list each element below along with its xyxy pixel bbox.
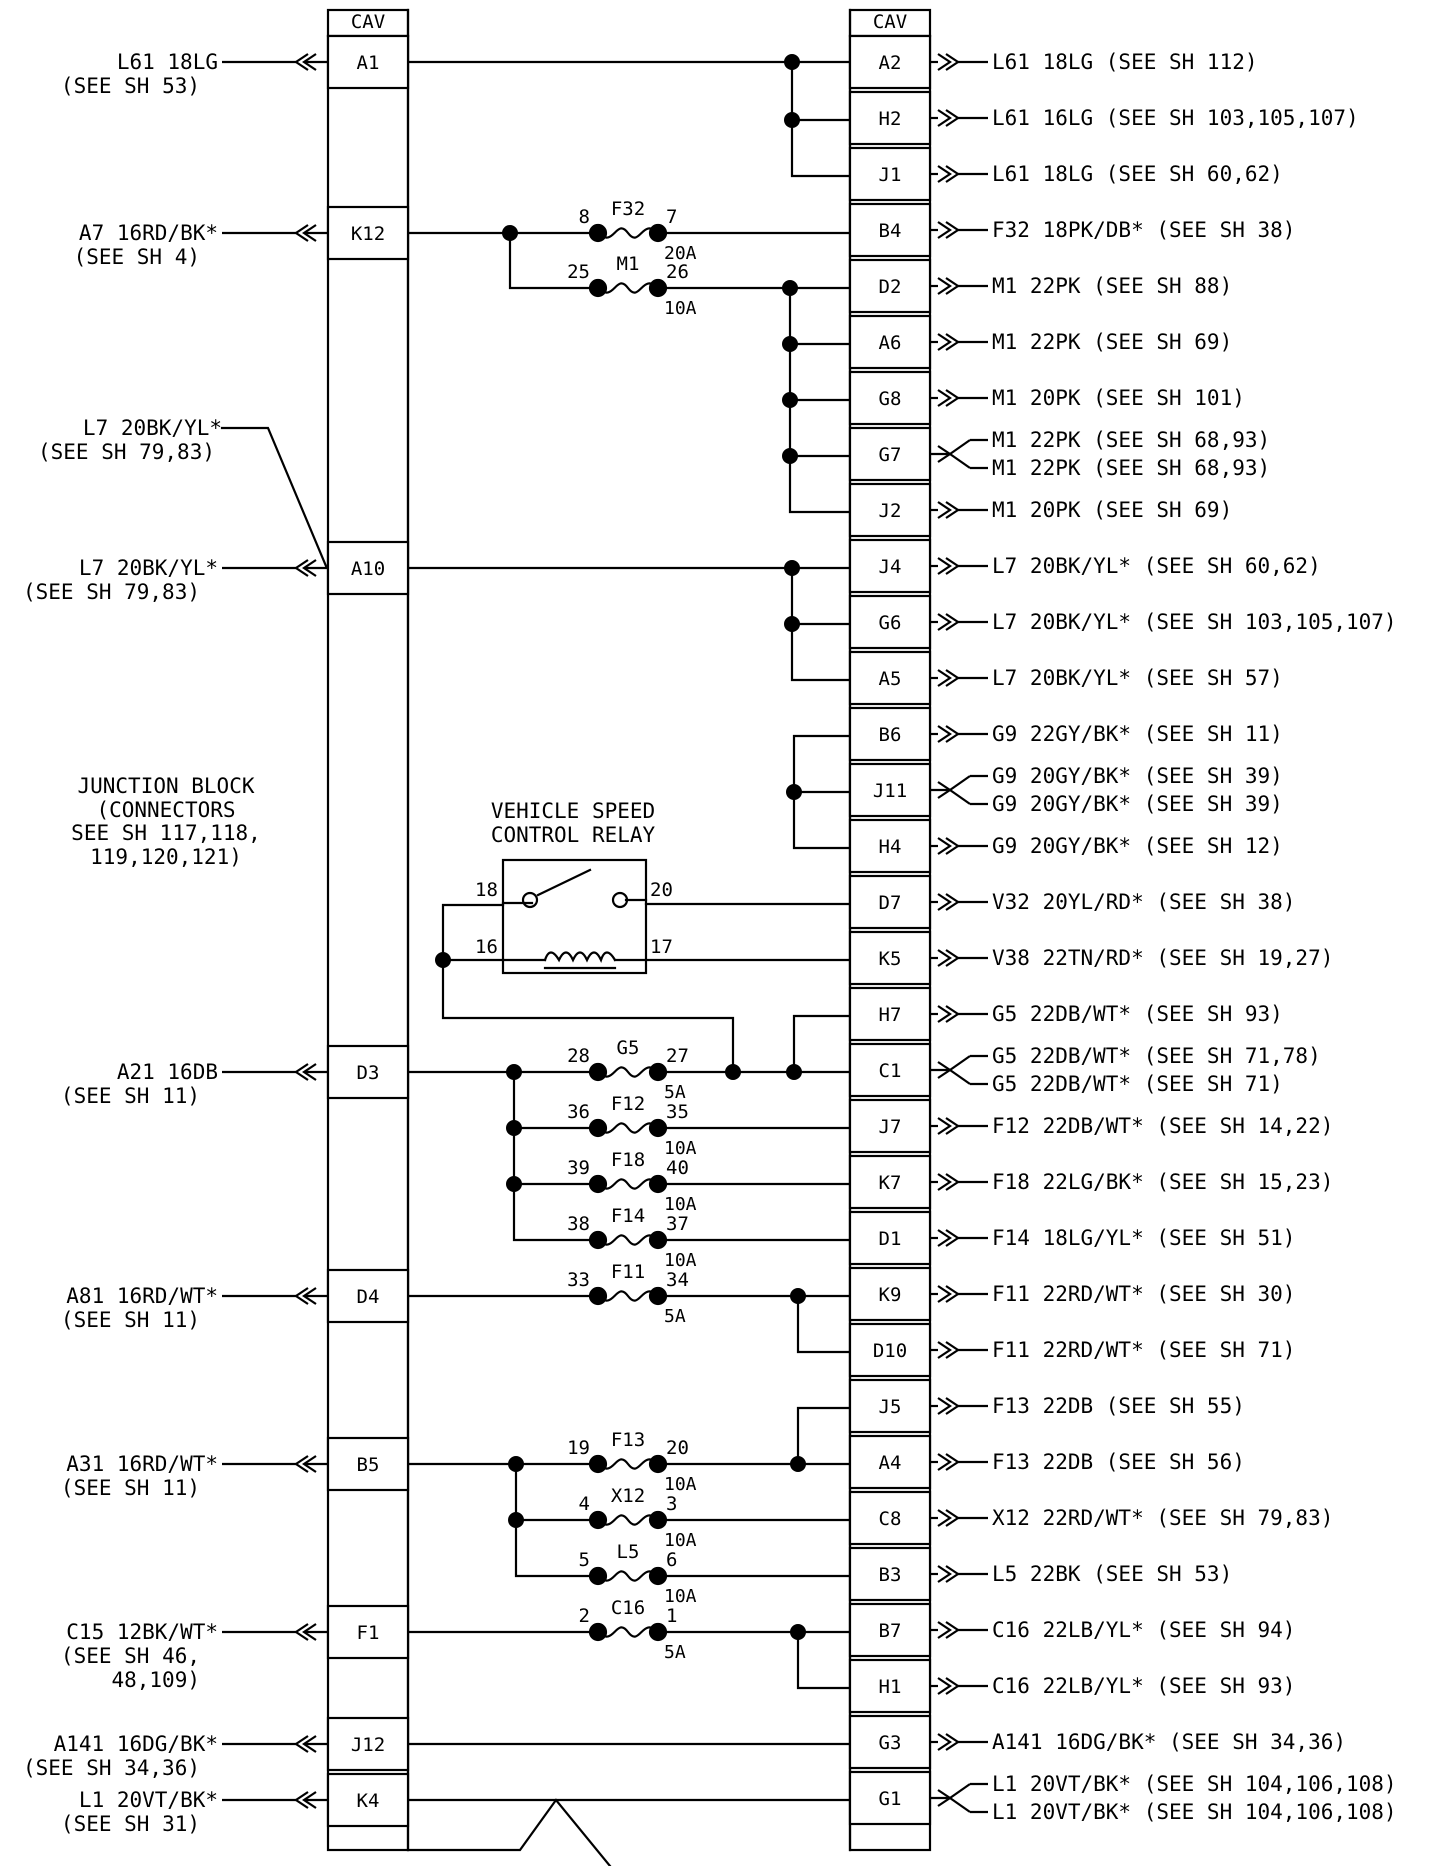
right-cavity-G1 bbox=[850, 1772, 988, 1824]
right-label-C1-a: G5 22DB/WT* (SEE SH 71,78) bbox=[992, 1044, 1321, 1068]
fuse-amps-C16: 5A bbox=[664, 1642, 686, 1663]
right-cav-B7: B7 bbox=[878, 1620, 902, 1642]
right-cav-J1: J1 bbox=[878, 164, 902, 186]
right-cav-B4: B4 bbox=[878, 220, 902, 242]
left-see-B5: (SEE SH 11) bbox=[60, 1476, 200, 1500]
relay-pin-18: 18 bbox=[475, 879, 498, 901]
fuse-in-L5: 5 bbox=[578, 1549, 590, 1571]
left-wire-A1: L61 18LG bbox=[116, 50, 218, 74]
diagram-dynamic bbox=[222, 36, 988, 1826]
left-cavity-D4 bbox=[222, 1270, 408, 1322]
right-cav-G3: G3 bbox=[878, 1732, 902, 1754]
right-cav-G8: G8 bbox=[878, 388, 902, 410]
right-cavity-J4 bbox=[850, 540, 988, 592]
fuse-amps-F18: 10A bbox=[664, 1194, 697, 1215]
right-cavity-H1 bbox=[850, 1660, 988, 1712]
fuse-out-C16: 1 bbox=[666, 1605, 678, 1627]
fuse-out-F12: 35 bbox=[666, 1101, 689, 1123]
right-label-J5: F13 22DB (SEE SH 55) bbox=[992, 1394, 1245, 1418]
left-cav-K4: K4 bbox=[356, 1790, 380, 1812]
right-cavity-J1 bbox=[850, 148, 988, 200]
right-cav-B3: B3 bbox=[878, 1564, 902, 1586]
right-label-G7-a: M1 22PK (SEE SH 68,93) bbox=[992, 428, 1271, 452]
right-cav-D10: D10 bbox=[872, 1340, 908, 1362]
fuse-in-F18: 39 bbox=[567, 1157, 590, 1179]
right-cav-D7: D7 bbox=[878, 892, 902, 914]
fuse-out-M1: 26 bbox=[666, 261, 689, 283]
left-wire-K4: L1 20VT/BK* bbox=[78, 1788, 218, 1812]
fuse-F11 bbox=[590, 1288, 666, 1304]
right-cav-H4: H4 bbox=[878, 836, 902, 858]
right-cav-H2: H2 bbox=[878, 108, 902, 130]
left-cavity-B5 bbox=[222, 1438, 408, 1490]
fuse-in-F32: 8 bbox=[578, 206, 590, 228]
right-label-C8: X12 22RD/WT* (SEE SH 79,83) bbox=[992, 1506, 1334, 1530]
fuse-amps-X12: 10A bbox=[664, 1530, 697, 1551]
relay-pin-17: 17 bbox=[650, 936, 673, 958]
right-label-A2: L61 18LG (SEE SH 112) bbox=[992, 50, 1258, 74]
fuse-out-F14: 37 bbox=[666, 1213, 689, 1235]
right-label-A6: M1 22PK (SEE SH 69) bbox=[992, 330, 1233, 354]
left-see-D4: (SEE SH 11) bbox=[60, 1308, 200, 1332]
left-see-A10: (SEE SH 79,83) bbox=[22, 580, 200, 604]
cav-header-left: CAV bbox=[350, 11, 386, 33]
fuse-name-F32: F32 bbox=[610, 198, 646, 220]
fuse-X12 bbox=[590, 1512, 666, 1528]
right-cav-G1: G1 bbox=[878, 1788, 902, 1810]
right-label-A4: F13 22DB (SEE SH 56) bbox=[992, 1450, 1245, 1474]
right-label-K9: F11 22RD/WT* (SEE SH 30) bbox=[992, 1282, 1296, 1306]
right-cavity-D2 bbox=[850, 260, 988, 312]
fuse-name-F12: F12 bbox=[610, 1093, 646, 1115]
fuse-C16 bbox=[590, 1624, 666, 1640]
right-cavity-A6 bbox=[850, 316, 988, 368]
diagram-text bbox=[23, 11, 1397, 1836]
fuse-amps-F12: 10A bbox=[664, 1138, 697, 1159]
fuse-amps-F13: 10A bbox=[664, 1474, 697, 1495]
right-cavity-B7 bbox=[850, 1604, 988, 1656]
fuse-name-F11: F11 bbox=[610, 1261, 646, 1283]
right-label-G1-a: L1 20VT/BK* (SEE SH 104,106,108) bbox=[992, 1772, 1397, 1796]
right-label-J11-b: G9 20GY/BK* (SEE SH 39) bbox=[992, 792, 1283, 816]
left-cavity-K4 bbox=[222, 1774, 408, 1826]
right-label-H2: L61 16LG (SEE SH 103,105,107) bbox=[992, 106, 1359, 130]
right-label-D10: F11 22RD/WT* (SEE SH 71) bbox=[992, 1338, 1296, 1362]
left-see-D3: (SEE SH 11) bbox=[60, 1084, 200, 1108]
right-label-J2: M1 20PK (SEE SH 69) bbox=[992, 498, 1233, 522]
fuse-out-G5: 27 bbox=[666, 1045, 689, 1067]
fuse-M1 bbox=[590, 280, 666, 296]
fuse-in-F11: 33 bbox=[567, 1269, 590, 1291]
fuse-name-F14: F14 bbox=[610, 1205, 646, 1227]
block-note-1: JUNCTION BLOCK bbox=[77, 774, 255, 798]
diagram-structure bbox=[222, 10, 930, 1866]
fuse-in-F13: 19 bbox=[567, 1437, 590, 1459]
right-cavity-K7 bbox=[850, 1156, 988, 1208]
right-cav-A2: A2 bbox=[878, 52, 902, 74]
right-label-B4: F32 18PK/DB* (SEE SH 38) bbox=[992, 218, 1296, 242]
right-label-J7: F12 22DB/WT* (SEE SH 14,22) bbox=[992, 1114, 1334, 1138]
right-cav-J11: J11 bbox=[872, 780, 908, 802]
right-cavity-C8 bbox=[850, 1492, 988, 1544]
right-label-G6: L7 20BK/YL* (SEE SH 103,105,107) bbox=[992, 610, 1397, 634]
left-extra-wire: L7 20BK/YL* bbox=[82, 416, 222, 440]
right-cavity-K5 bbox=[850, 932, 988, 984]
fuse-amps-L5: 10A bbox=[664, 1586, 697, 1607]
right-cav-D1: D1 bbox=[878, 1228, 902, 1250]
cav-header-right: CAV bbox=[872, 11, 908, 33]
left-cav-J12: J12 bbox=[350, 1734, 386, 1756]
right-label-G8: M1 20PK (SEE SH 101) bbox=[992, 386, 1245, 410]
right-cav-K5: K5 bbox=[878, 948, 902, 970]
left-cav-B5: B5 bbox=[356, 1454, 380, 1476]
left-cav-K12: K12 bbox=[350, 223, 386, 245]
fuse-out-F11: 34 bbox=[666, 1269, 689, 1291]
right-label-H7: G5 22DB/WT* (SEE SH 93) bbox=[992, 1002, 1283, 1026]
left-see-J12: (SEE SH 34,36) bbox=[22, 1756, 200, 1780]
block-note-3: SEE SH 117,118, bbox=[71, 821, 261, 845]
fuse-out-F32: 7 bbox=[666, 206, 678, 228]
fuse-F13 bbox=[590, 1456, 666, 1472]
right-label-D1: F14 18LG/YL* (SEE SH 51) bbox=[992, 1226, 1296, 1250]
fuse-name-X12: X12 bbox=[610, 1485, 646, 1507]
left-wire-K12: A7 16RD/BK* bbox=[78, 221, 218, 245]
right-cav-A6: A6 bbox=[878, 332, 902, 354]
left-see-K4: (SEE SH 31) bbox=[60, 1812, 200, 1836]
fuse-in-F12: 36 bbox=[567, 1101, 590, 1123]
fuse-in-C16: 2 bbox=[578, 1605, 590, 1627]
right-label-K5: V38 22TN/RD* (SEE SH 19,27) bbox=[992, 946, 1334, 970]
right-label-J1: L61 18LG (SEE SH 60,62) bbox=[992, 162, 1283, 186]
left-cavity-F1 bbox=[222, 1606, 408, 1658]
right-cav-K9: K9 bbox=[878, 1284, 902, 1306]
relay-title-1: VEHICLE SPEED bbox=[490, 799, 656, 823]
left-cavity-A1 bbox=[222, 36, 408, 88]
right-label-B7: C16 22LB/YL* (SEE SH 94) bbox=[992, 1618, 1296, 1642]
fuse-F32 bbox=[590, 225, 666, 241]
fuse-F14 bbox=[590, 1232, 666, 1248]
right-cav-J7: J7 bbox=[878, 1116, 902, 1138]
right-cavity-C1 bbox=[850, 1044, 988, 1096]
left-see2-F1: 48,109) bbox=[111, 1668, 200, 1692]
right-label-H4: G9 20GY/BK* (SEE SH 12) bbox=[992, 834, 1283, 858]
right-cavity-G7 bbox=[850, 428, 988, 480]
left-wire-F1: C15 12BK/WT* bbox=[66, 1620, 218, 1644]
left-wire-D3: A21 16DB bbox=[116, 1060, 218, 1084]
left-cav-A1: A1 bbox=[356, 52, 380, 74]
fuse-name-G5: G5 bbox=[616, 1037, 640, 1059]
fuse-F12 bbox=[590, 1120, 666, 1136]
right-cavity-J5 bbox=[850, 1380, 988, 1432]
left-cav-F1: F1 bbox=[356, 1622, 380, 1644]
right-label-J4: L7 20BK/YL* (SEE SH 60,62) bbox=[992, 554, 1321, 578]
fuse-amps-G5: 5A bbox=[664, 1082, 686, 1103]
left-cavity-D3 bbox=[222, 1046, 408, 1098]
junction-dots bbox=[435, 54, 806, 1640]
block-note-2: (CONNECTORS bbox=[96, 798, 236, 822]
right-label-G7-b: M1 22PK (SEE SH 68,93) bbox=[992, 456, 1271, 480]
right-label-A5: L7 20BK/YL* (SEE SH 57) bbox=[992, 666, 1283, 690]
left-see-A1: (SEE SH 53) bbox=[60, 74, 200, 98]
left-cav-D4: D4 bbox=[356, 1286, 380, 1308]
right-cav-J2: J2 bbox=[878, 500, 902, 522]
fuse-in-X12: 4 bbox=[578, 1493, 590, 1515]
right-label-B3: L5 22BK (SEE SH 53) bbox=[992, 1562, 1233, 1586]
fuse-amps-F32: 20A bbox=[664, 243, 697, 264]
left-wire-B5: A31 16RD/WT* bbox=[66, 1452, 218, 1476]
right-cavity-G3 bbox=[850, 1716, 988, 1768]
right-cav-J5: J5 bbox=[878, 1396, 902, 1418]
fuse-out-L5: 6 bbox=[666, 1549, 678, 1571]
block-note-4: 119,120,121) bbox=[90, 845, 242, 869]
right-cavity-B3 bbox=[850, 1548, 988, 1600]
fuse-amps-M1: 10A bbox=[664, 298, 697, 319]
right-cavity-H2 bbox=[850, 92, 988, 144]
fuse-in-G5: 28 bbox=[567, 1045, 590, 1067]
right-cav-A5: A5 bbox=[878, 668, 902, 690]
fuse-out-F13: 20 bbox=[666, 1437, 689, 1459]
fuse-name-M1: M1 bbox=[616, 253, 640, 275]
right-cavity-D1 bbox=[850, 1212, 988, 1264]
right-cavity-A4 bbox=[850, 1436, 988, 1488]
right-label-C1-b: G5 22DB/WT* (SEE SH 71) bbox=[992, 1072, 1283, 1096]
relay-pin-16: 16 bbox=[475, 936, 498, 958]
right-cav-J4: J4 bbox=[878, 556, 902, 578]
fuse-L5 bbox=[590, 1568, 666, 1584]
right-label-D7: V32 20YL/RD* (SEE SH 38) bbox=[992, 890, 1296, 914]
fuse-F18 bbox=[590, 1176, 666, 1192]
right-label-G3: A141 16DG/BK* (SEE SH 34,36) bbox=[992, 1730, 1347, 1754]
left-see-F1: (SEE SH 46, bbox=[60, 1644, 200, 1668]
right-cavity-B4 bbox=[850, 204, 988, 256]
fuse-name-F13: F13 bbox=[610, 1429, 646, 1451]
right-label-B6: G9 22GY/BK* (SEE SH 11) bbox=[992, 722, 1283, 746]
right-cavity-D10 bbox=[850, 1324, 988, 1376]
right-cavity-G6 bbox=[850, 596, 988, 648]
fuse-in-F14: 38 bbox=[567, 1213, 590, 1235]
right-cav-C8: C8 bbox=[878, 1508, 902, 1530]
right-cav-H1: H1 bbox=[878, 1676, 902, 1698]
fuse-amps-F14: 10A bbox=[664, 1250, 697, 1271]
right-cavity-J2 bbox=[850, 484, 988, 536]
fuse-amps-F11: 5A bbox=[664, 1306, 686, 1327]
right-label-J11-a: G9 20GY/BK* (SEE SH 39) bbox=[992, 764, 1283, 788]
right-cavity-H7 bbox=[850, 988, 988, 1040]
right-cav-D2: D2 bbox=[878, 276, 902, 298]
fuse-name-F18: F18 bbox=[610, 1149, 646, 1171]
fuse-name-L5: L5 bbox=[616, 1541, 640, 1563]
right-label-G1-b: L1 20VT/BK* (SEE SH 104,106,108) bbox=[992, 1800, 1397, 1824]
right-cav-C1: C1 bbox=[878, 1060, 902, 1082]
right-cavity-G8 bbox=[850, 372, 988, 424]
right-cavity-A2 bbox=[850, 36, 988, 88]
right-cavity-D7 bbox=[850, 876, 988, 928]
right-cav-H7: H7 bbox=[878, 1004, 902, 1026]
right-cav-K7: K7 bbox=[878, 1172, 902, 1194]
left-wire-D4: A81 16RD/WT* bbox=[66, 1284, 218, 1308]
right-cav-G6: G6 bbox=[878, 612, 902, 634]
right-cavity-B6 bbox=[850, 708, 988, 760]
fuse-in-M1: 25 bbox=[567, 261, 590, 283]
left-cav-D3: D3 bbox=[356, 1062, 380, 1084]
right-cav-B6: B6 bbox=[878, 724, 902, 746]
left-wire-A10: L7 20BK/YL* bbox=[78, 556, 218, 580]
right-cavity-A5 bbox=[850, 652, 988, 704]
relay-pin-20: 20 bbox=[650, 879, 673, 901]
left-see-K12: (SEE SH 4) bbox=[73, 245, 200, 269]
fuse-out-X12: 3 bbox=[666, 1493, 678, 1515]
left-cav-A10: A10 bbox=[350, 558, 386, 580]
fuse-G5 bbox=[590, 1064, 666, 1080]
left-extra-see: (SEE SH 79,83) bbox=[37, 440, 215, 464]
fuse-name-C16: C16 bbox=[610, 1597, 646, 1619]
right-cavity-J11 bbox=[850, 764, 988, 816]
right-label-H1: C16 22LB/YL* (SEE SH 93) bbox=[992, 1674, 1296, 1698]
right-label-D2: M1 22PK (SEE SH 88) bbox=[992, 274, 1233, 298]
right-label-K7: F18 22LG/BK* (SEE SH 15,23) bbox=[992, 1170, 1334, 1194]
right-cavity-J7 bbox=[850, 1100, 988, 1152]
right-cav-G7: G7 bbox=[878, 444, 902, 466]
fuse-out-F18: 40 bbox=[666, 1157, 689, 1179]
left-wire-J12: A141 16DG/BK* bbox=[53, 1732, 218, 1756]
relay-title-2: CONTROL RELAY bbox=[490, 823, 656, 847]
right-cav-A4: A4 bbox=[878, 1452, 902, 1474]
right-cavity-H4 bbox=[850, 820, 988, 872]
right-cavity-K9 bbox=[850, 1268, 988, 1320]
